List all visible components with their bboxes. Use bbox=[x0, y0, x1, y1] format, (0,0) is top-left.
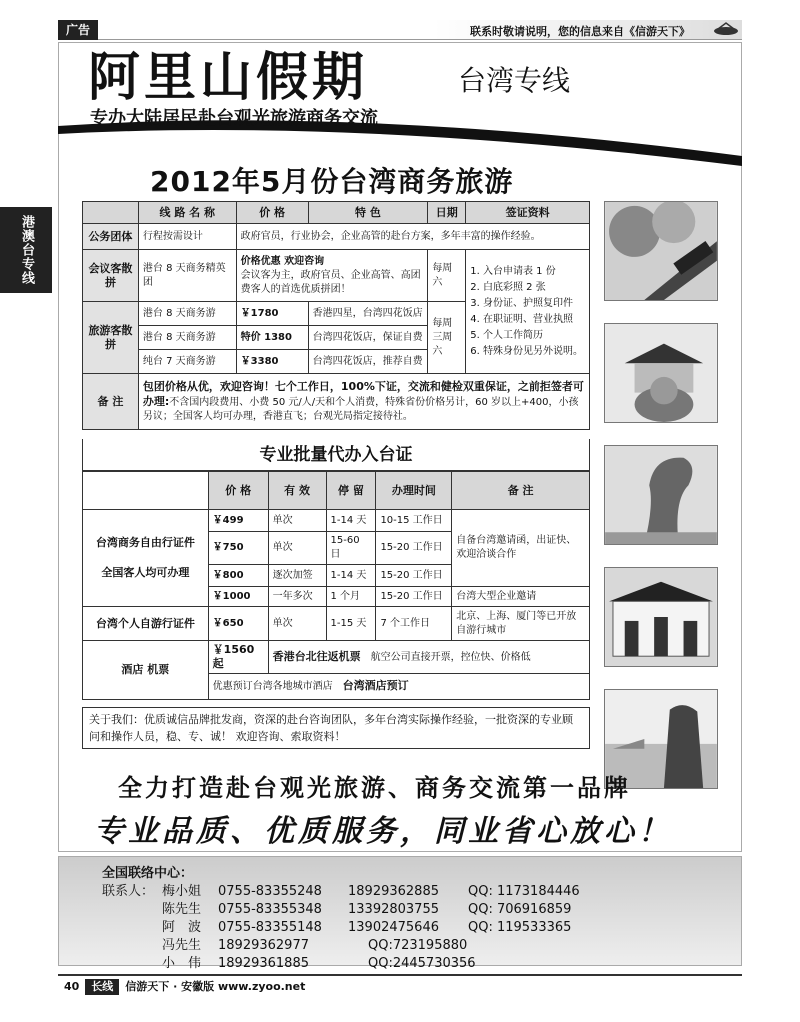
brand-tagline: 专办大陆居民赴台观光旅游商务交流 bbox=[90, 108, 378, 129]
col-spacer bbox=[83, 472, 209, 510]
conf-date: 每周六 bbox=[428, 250, 466, 302]
page-footer bbox=[58, 974, 742, 996]
page-number: 40 bbox=[64, 980, 80, 993]
photo-column bbox=[604, 201, 718, 811]
row-cat-conf: 会议客散拼 bbox=[83, 250, 139, 302]
about-us: 关于我们：优质诚信品牌批发商，资深的赴台咨询团队，多年台湾实际操作经验，一批资深的专业顾问和操作人员，稳、专、诚！ 欢迎咨询、索取资料！ bbox=[82, 707, 590, 749]
col-time: 办理时间 bbox=[376, 472, 452, 510]
contact-qq: QQ:723195880 bbox=[368, 938, 468, 953]
contact-title: 全国联络中心： bbox=[102, 866, 194, 881]
photo-alishan-train bbox=[604, 201, 718, 301]
notes-text: 不含国内段费用、小费 50 元/人/天和个人消费，特殊省份价格另计，60 岁以上+400，小孩另议；全国客人均可办理，香港直飞；台观光局指定接待社。 bbox=[142, 396, 579, 422]
row-cat-notes: 备 注 bbox=[83, 374, 139, 430]
top-note: 联系时敬请说明，您的信息来自《信游天下》 bbox=[470, 25, 690, 38]
slogan-2: 专业品质、优质服务，同业省心放心！ bbox=[94, 814, 672, 849]
side-tab: 港澳台专线 bbox=[0, 207, 52, 293]
ind-time: 7 个工作日 bbox=[376, 607, 452, 641]
visa-service-table bbox=[82, 471, 590, 700]
col-price: 价 格 bbox=[236, 202, 308, 224]
notes-bold: 包团价格从优，欢迎咨询！七个工作日，100%下证，交流和健检双重保证，之前拒签者可办理: bbox=[142, 379, 584, 408]
brand-sub: 台湾专线 bbox=[458, 64, 571, 97]
brand-name: 阿里山假期 bbox=[88, 47, 369, 108]
col-stay: 停 留 bbox=[326, 472, 376, 510]
tour-feature: 香港四星，台湾四花饭店 bbox=[308, 302, 428, 326]
photo-queens-head-rock bbox=[604, 445, 718, 545]
row-cat-ind: 台湾个人自游行证件 bbox=[83, 607, 209, 641]
col-feature: 特 色 bbox=[308, 202, 428, 224]
contact-name: 梅小姐 bbox=[162, 884, 202, 899]
contact-row bbox=[102, 934, 467, 953]
visa-list bbox=[466, 250, 590, 374]
row-cat-hotel: 酒店 机票 bbox=[83, 641, 209, 700]
contact-label: 联系人： bbox=[102, 884, 155, 899]
biz-stay: 1 个月 bbox=[326, 587, 376, 607]
contact-row bbox=[102, 880, 580, 899]
biz-time: 15-20 工作日 bbox=[376, 587, 452, 607]
col-valid: 有 效 bbox=[268, 472, 326, 510]
ind-note: 北京、上海、厦门等已开放自游行城市 bbox=[452, 607, 590, 641]
contact-mobile: 13902475646 bbox=[348, 920, 439, 935]
col-price: 价 格 bbox=[208, 472, 268, 510]
biz-note: 自备台湾邀请函，出证快、欢迎洽谈合作 bbox=[452, 510, 590, 587]
col-date: 日期 bbox=[428, 202, 466, 224]
tour-feature: 台湾四花饭店，保证自费 bbox=[308, 326, 428, 350]
biz-valid: 逐次加签 bbox=[268, 565, 326, 587]
footer-tag: 长线 bbox=[85, 979, 119, 995]
tour-price: 特价 1380 bbox=[236, 326, 308, 350]
contact-qq: QQ: 119533365 bbox=[468, 920, 572, 935]
biz-stay: 15-60 日 bbox=[326, 532, 376, 565]
contact-row bbox=[102, 952, 476, 971]
ind-stay: 1-15 天 bbox=[326, 607, 376, 641]
slogan-1: 全力打造赴台观光旅游、商务交流第一品牌 bbox=[118, 773, 631, 802]
contact-phone: 18929361885 bbox=[218, 956, 309, 971]
gov-desc: 政府官员，行业协会，企业高管的赴台方案，多年丰富的操作经验。 bbox=[236, 224, 589, 250]
contact-row bbox=[102, 916, 571, 935]
hotel-cell bbox=[208, 674, 589, 700]
row-cat-biz bbox=[83, 510, 209, 607]
conf-price-desc: 会议客为主，政府官员、企业高管、高团费客人的首选优质拼团！ bbox=[240, 269, 421, 295]
tour-route: 纯台 7 天商务游 bbox=[138, 350, 236, 374]
col-visa: 签证资料 bbox=[466, 202, 590, 224]
contact-name: 小 伟 bbox=[162, 956, 202, 971]
col-note: 备 注 bbox=[452, 472, 590, 510]
biz-time: 10-15 工作日 bbox=[376, 510, 452, 532]
contact-qq: QQ: 1173184446 bbox=[468, 884, 580, 899]
biz-price: ￥750 bbox=[208, 532, 268, 565]
ind-valid: 单次 bbox=[268, 607, 326, 641]
contact-phone: 0755-83355248 bbox=[218, 884, 322, 899]
hotel-desc: 优惠预订台湾各地城市酒店 bbox=[212, 681, 333, 692]
row-cat-tour: 旅游客散拼 bbox=[83, 302, 139, 374]
ticket-cell bbox=[268, 641, 589, 674]
publisher-logo-icon bbox=[712, 22, 740, 36]
visa-item: 5. 个人工作简历 bbox=[470, 329, 543, 341]
contact-mobile: 13392803755 bbox=[348, 902, 439, 917]
tour-feature: 台湾四花饭店，推荐自费 bbox=[308, 350, 428, 374]
contact-phone: 0755-83355348 bbox=[218, 902, 322, 917]
biz-time: 15-20 工作日 bbox=[376, 565, 452, 587]
contact-phone: 0755-83355148 bbox=[218, 920, 322, 935]
biz-valid: 单次 bbox=[268, 510, 326, 532]
biz-stay: 1-14 天 bbox=[326, 565, 376, 587]
visa-item: 2. 白底彩照 2 张 bbox=[470, 281, 546, 293]
ticket-desc: 航空公司直接开票，控位快、价格低 bbox=[370, 651, 531, 663]
row-cat-gov: 公务团体 bbox=[83, 224, 139, 250]
hotel-title: 台湾酒店预订 bbox=[342, 679, 409, 692]
conf-price bbox=[236, 250, 428, 302]
tour-price: ￥1780 bbox=[236, 302, 308, 326]
main-title: 2012年5月份台湾商务旅游 bbox=[150, 165, 514, 198]
ind-price: ￥650 bbox=[208, 607, 268, 641]
contact-phone: 18929362977 bbox=[218, 938, 309, 953]
biz-valid: 一年多次 bbox=[268, 587, 326, 607]
visa-item: 3. 身份证、护照复印件 bbox=[470, 297, 573, 309]
tour-price: ￥3380 bbox=[236, 350, 308, 374]
conf-price-title: 价格优惠 欢迎咨询 bbox=[240, 255, 325, 267]
col-spacer bbox=[83, 202, 139, 224]
biz-cat-2: 全国客人均可办理 bbox=[101, 566, 190, 579]
ticket-title: 香港台北往返机票 bbox=[272, 649, 361, 663]
biz-time: 15-20 工作日 bbox=[376, 532, 452, 565]
visa-item: 4. 在职证明、营业执照 bbox=[470, 313, 573, 325]
ad-tag: 广告 bbox=[58, 20, 98, 40]
conf-route: 港台 8 天商务精英团 bbox=[138, 250, 236, 302]
ticket-price: ￥1560 起 bbox=[208, 641, 268, 674]
photo-memorial-lion bbox=[604, 323, 718, 423]
tour-date: 每周三周六 bbox=[428, 302, 466, 374]
col-route: 线 路 名 称 bbox=[138, 202, 236, 224]
section-title: 专业批量代办入台证 bbox=[82, 439, 590, 471]
biz-price: ￥1000 bbox=[208, 587, 268, 607]
biz-price: ￥800 bbox=[208, 565, 268, 587]
biz-stay: 1-14 天 bbox=[326, 510, 376, 532]
contact-mobile: 18929362885 bbox=[348, 884, 439, 899]
gov-route: 行程按需设计 bbox=[138, 224, 236, 250]
biz-price: ￥499 bbox=[208, 510, 268, 532]
tour-route: 港台 8 天商务游 bbox=[138, 326, 236, 350]
contact-name: 陈先生 bbox=[162, 902, 202, 917]
tour-route: 港台 8 天商务游 bbox=[138, 302, 236, 326]
contact-qq: QQ:2445730356 bbox=[368, 956, 476, 971]
notes-cell bbox=[138, 374, 589, 430]
photo-memorial-gate bbox=[604, 567, 718, 667]
contact-name: 冯先生 bbox=[162, 938, 202, 953]
footer-text: 信游天下 · 安徽版 www.zyoo.net bbox=[125, 980, 306, 993]
contact-qq: QQ: 706916859 bbox=[468, 902, 572, 917]
biz-cat: 台湾商务自由行证件 bbox=[95, 536, 195, 549]
tour-table bbox=[82, 201, 590, 430]
big-note: 台湾大型企业邀请 bbox=[452, 587, 590, 607]
contact-name: 阿 波 bbox=[162, 920, 202, 935]
biz-valid: 单次 bbox=[268, 532, 326, 565]
visa-item: 6. 特殊身份见另外说明。 bbox=[470, 345, 583, 357]
visa-item: 1. 入台申请表 1 份 bbox=[470, 265, 556, 277]
contact-row bbox=[102, 898, 571, 917]
